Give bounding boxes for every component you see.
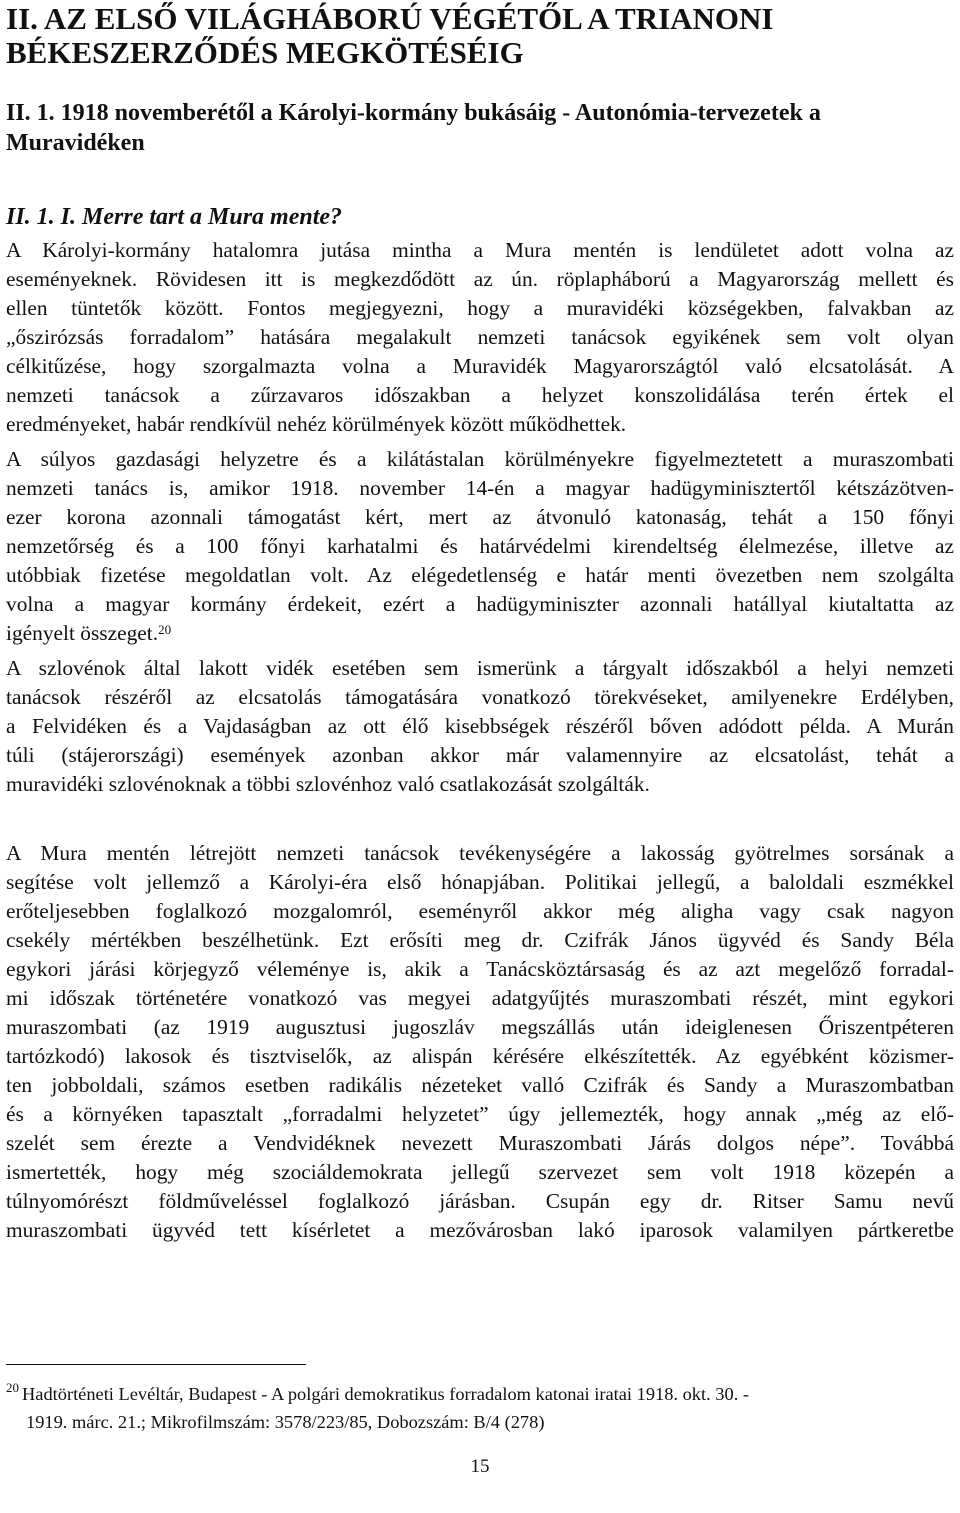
text-line: csekély mértékben beszélhetünk. Ezt erősíti meg dr. Czifrák János ügyvéd és Sandy Béla <box>6 928 954 952</box>
body-paragraph <box>6 236 954 439</box>
text-line: mi időszak történetére vonatkozó vas megyei adatgyűjtés muraszombati részét, mint egykori <box>6 986 954 1010</box>
footnote-line: 1919. márc. 21.; Mikrofilmszám: 3578/223/85, Dobozszám: B/4 (278) <box>26 1412 545 1432</box>
text-line: segítése volt jellemző a Károlyi-éra első hónapjában. Politikai jellegű, a baloldali eszmékkel <box>6 870 954 894</box>
footnote-separator <box>6 1364 306 1365</box>
text-line: ismertették, hogy még szociáldemokrata jellegű szervezet sem volt 1918 közepén a <box>6 1160 954 1184</box>
text-line: nemzeti tanácsok a zűrzavaros időszakban a helyzet konszolidálása terén értek el <box>6 383 954 407</box>
subsection-title: II. 1. I. Merre tart a Mura mente? <box>6 204 343 230</box>
text-line: tanácsok részéről az elcsatolás támogatására vonatkozó törekvéseket, amilyenekre Erdélyben, <box>6 685 954 709</box>
page-number: 15 <box>470 1456 490 1477</box>
text-line: ellen tüntetők között. Fontos megjegyezni, hogy a muravidéki községekben, falvakban az <box>6 296 954 320</box>
text-line: szelét sem érezte a Vendvidéknek nevezett Muraszombati Járás dolgos népe”. Továbbá <box>6 1131 954 1155</box>
text-line: muraszombati ügyvéd tett kísérletet a mezővárosban lakó iparosok valamilyen pártkeretbe <box>6 1218 954 1242</box>
text-line: túlnyomórészt földműveléssel foglalkozó járásban. Csupán egy dr. Ritser Samu nevű <box>6 1189 954 1213</box>
text-line: A szlovénok által lakott vidék esetében sem ismerünk a tárgyalt időszakból a helyi nemzeti <box>6 656 954 680</box>
document-page <box>6 0 954 1432</box>
chapter-title-line: BÉKESZERZŐDÉS MEGKÖTÉSÉIG <box>6 35 524 70</box>
text-line: célkitűzése, hogy szorgalmazta volna a Muravidék Magyarországtól való elcsatolását. A <box>6 354 954 378</box>
text-line: ezer korona azonnali támogatást kért, mert az átvonuló katonaság, tehát a 150 főnyi <box>6 505 954 529</box>
body-paragraph <box>6 654 954 799</box>
body-paragraph <box>6 445 954 648</box>
text-line: erőteljesebben foglalkozó mozgalomról, eseményről akkor még aligha vagy csak nagyon <box>6 899 954 923</box>
text-line: volna a magyar kormány érdekeit, ezért a hadügyminiszter azonnali hatállyal kiutaltatta az <box>6 592 954 616</box>
text-line: egykori járási körjegyző véleménye is, akik a Tanácsköztársaság és az azt megelőző forradal- <box>6 957 954 981</box>
section-title <box>6 98 954 158</box>
section-title-line: Muravidéken <box>6 130 145 156</box>
chapter-title <box>6 2 954 70</box>
chapter-title-line: II. AZ ELSŐ VILÁGHÁBORÚ VÉGÉTŐL A TRIANONI <box>6 1 774 36</box>
text-line: tartózkodó) lakosok és tisztviselők, az alispán kérésére elkészítették. Az egyébként közismer- <box>6 1044 954 1068</box>
text-line: muravidéki szlovénoknak a többi szlovénhoz való csatlakozását szolgálták. <box>6 772 650 796</box>
text-line: nemzetőrség és a 100 főnyi karhatalmi és határvédelmi kirendeltség élelmezése, illetve az <box>6 534 954 558</box>
text-line: A súlyos gazdasági helyzetre és a kilátástalan körülményekre figyelmeztetett a muraszombati <box>6 447 954 471</box>
text-line: A Károlyi-kormány hatalomra jutása mintha a Mura mentén is lendületet adott volna az <box>6 238 954 262</box>
section-title-line: II. 1. 1918 novemberétől a Károlyi-kormány bukásáig - Autonómia-tervezetek a <box>6 100 821 126</box>
text-line: „őszirózsás forradalom” hatására megalakult nemzeti tanácsok egyikének sem volt olyan <box>6 325 954 349</box>
footnote <box>6 1380 954 1436</box>
footnote-number: 20 <box>6 1380 19 1395</box>
footnote-line: Hadtörténeti Levéltár, Budapest - A polgári demokratikus forradalom katonai iratai 1918. okt. 30. - <box>22 1384 750 1404</box>
text-line: muraszombati (az 1919 augusztusi jugoszláv megszállás után ideiglenesen Őriszentpéteren <box>6 1015 954 1039</box>
footnote-reference[interactable]: 20 <box>158 622 172 637</box>
text-fragment: igényelt összeget. <box>6 621 159 645</box>
text-line: a Felvidéken és a Vajdaságban az ott élő kisebbségek részéről bőven adódott példa. A Murán <box>6 714 954 738</box>
text-line: eseményeknek. Rövidesen itt is megkezdődött az ún. röplapháború a Magyarország mellett és <box>6 267 954 291</box>
text-line: túli (stájerországi) események azonban akkor már valamennyire az elcsatolást, tehát a <box>6 743 954 767</box>
text-line: ten jobboldali, számos esetben radikális nézeteket valló Czifrák és Sandy a Muraszombatban <box>6 1073 954 1097</box>
text-line: utóbbiak fizetése megoldatlan volt. Az elégedetlenség e határ menti övezetben nem szolgálta <box>6 563 954 587</box>
text-line <box>6 619 954 648</box>
body-paragraph <box>6 839 954 1245</box>
text-line: eredményeket, habár rendkívül nehéz körülmények között működhettek. <box>6 412 627 436</box>
text-line: és a környéken tapasztalt „forradalmi helyzetet” úgy jellemezték, hogy annak „még az elő- <box>6 1102 954 1126</box>
text-line: A Mura mentén létrejött nemzeti tanácsok tevékenységére a lakosság gyötrelmes sorsának a <box>6 841 954 865</box>
text-line: nemzeti tanács is, amikor 1918. november 14-én a magyar hadügyminisztertől kétszázötven- <box>6 476 954 500</box>
